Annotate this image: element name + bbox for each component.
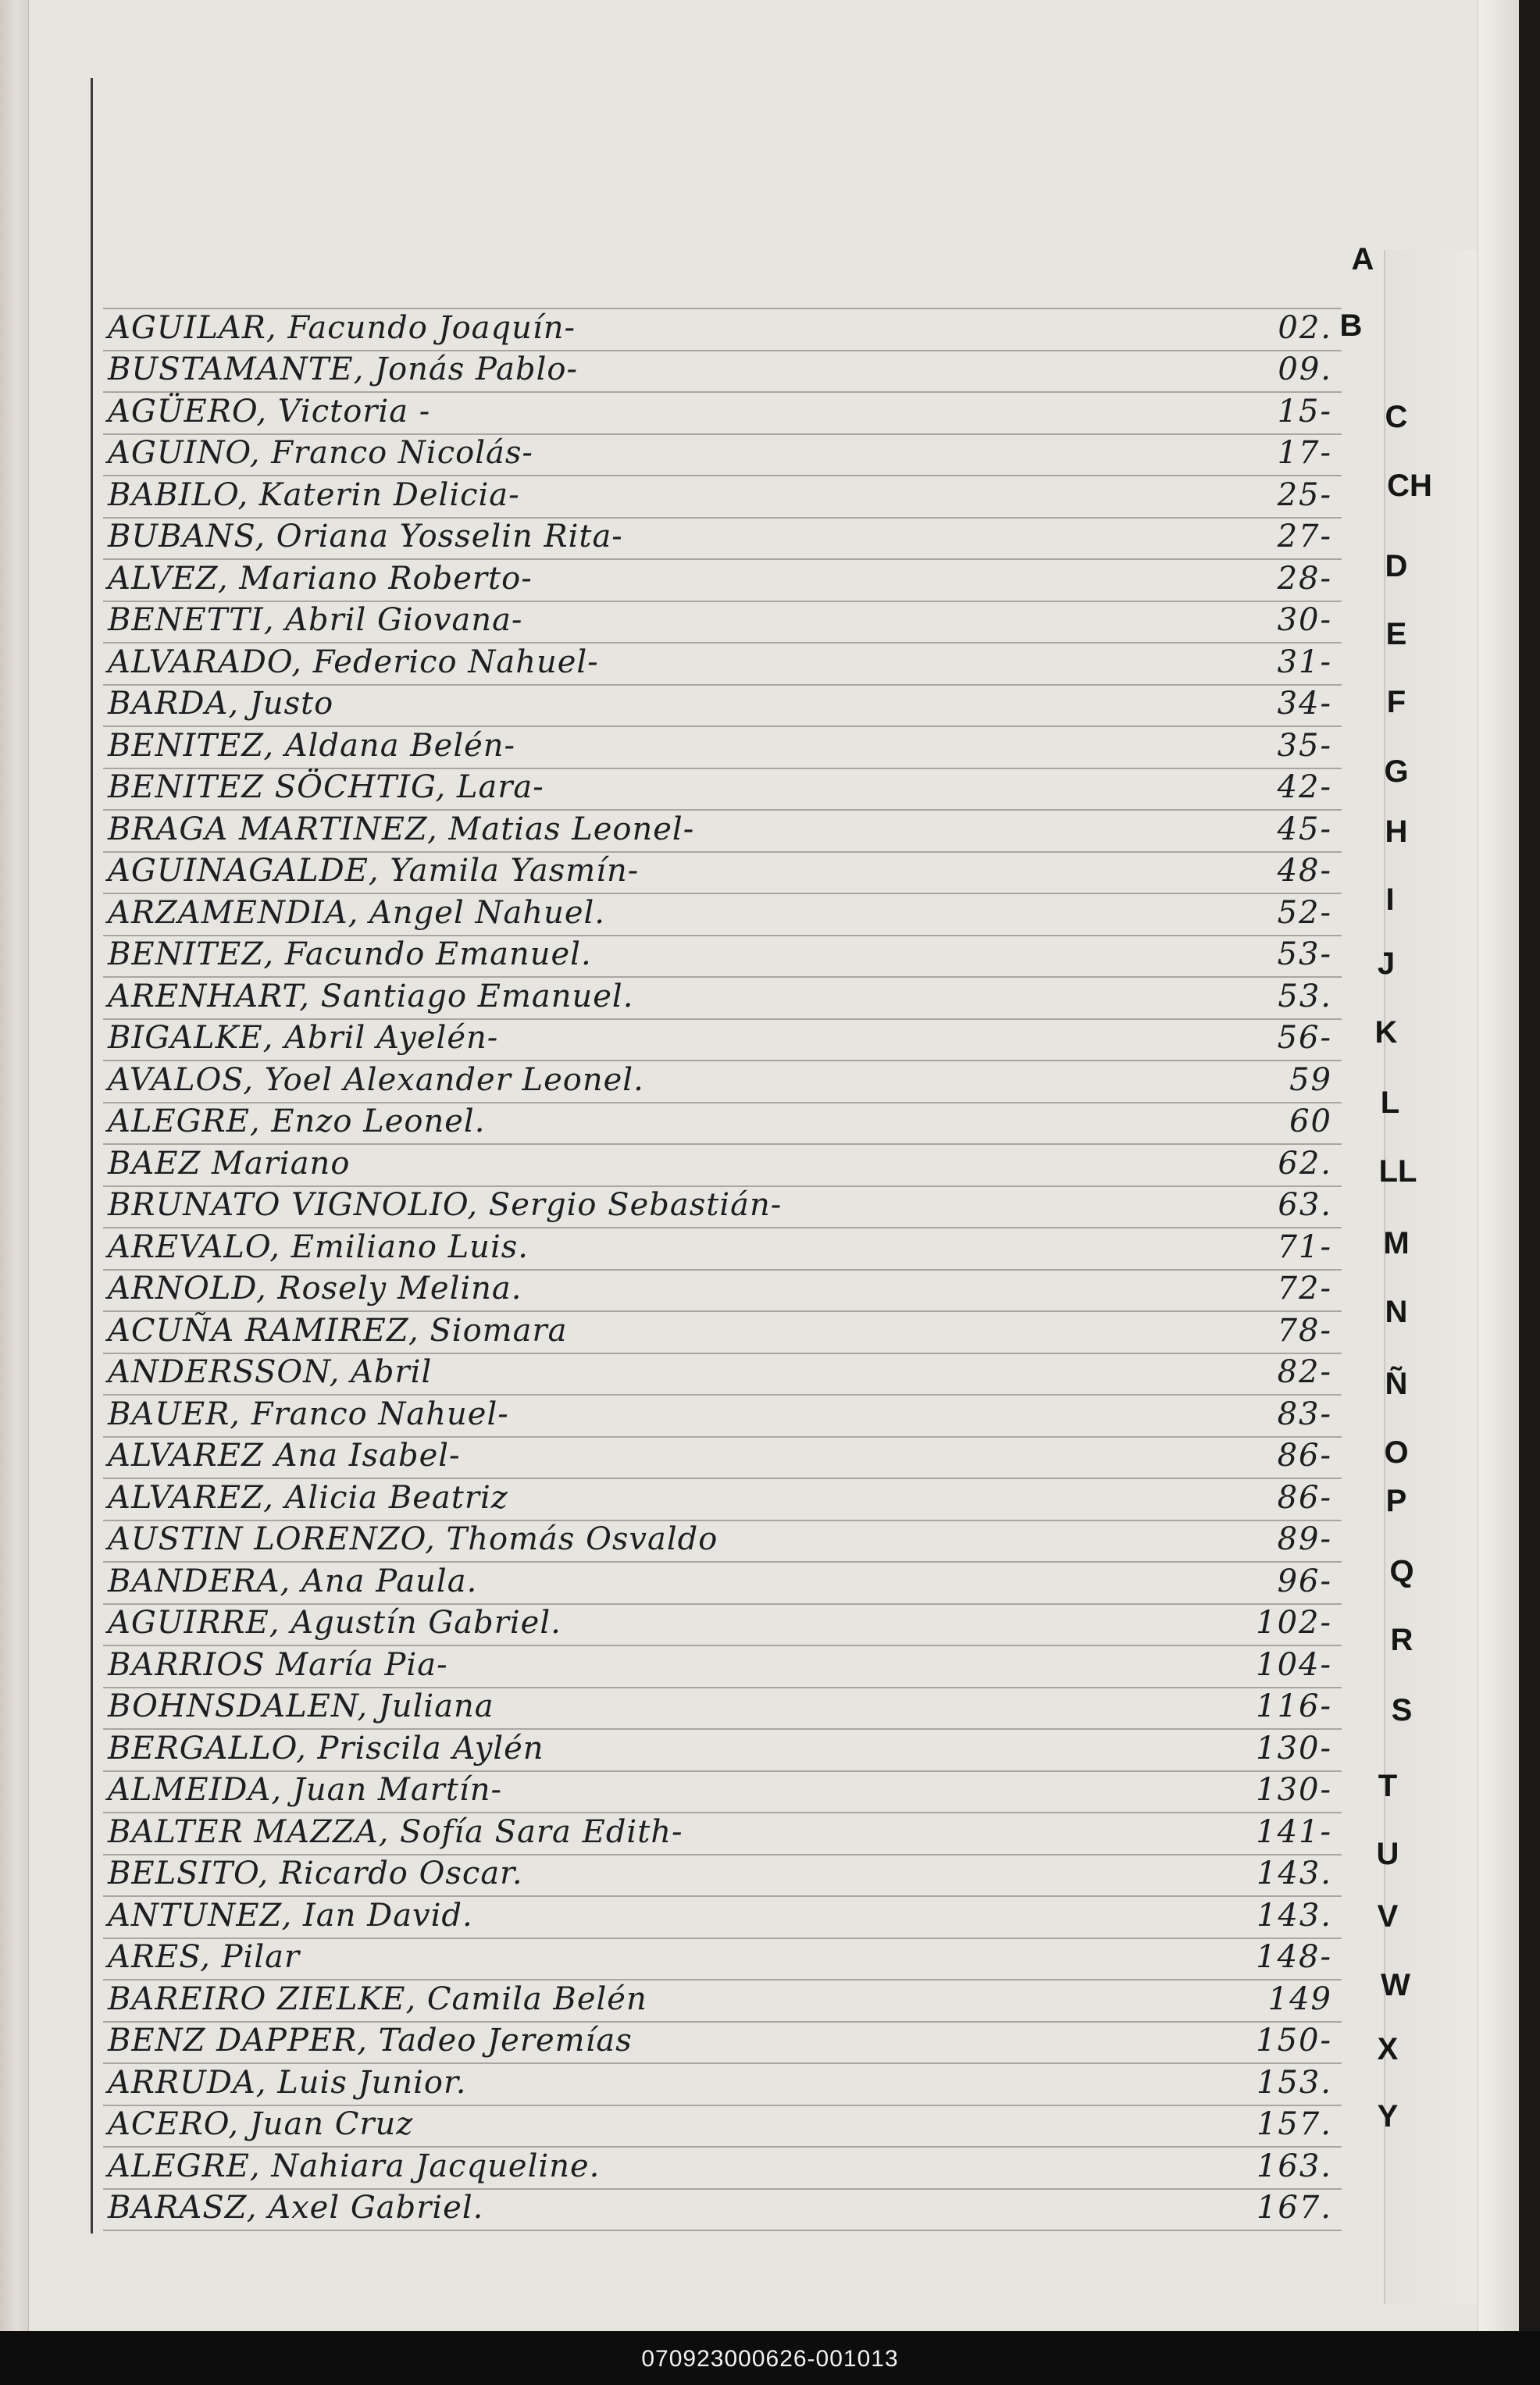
entry-row (103, 391, 1342, 433)
entry-number: 63. (1278, 1187, 1332, 1223)
entry-row (103, 1102, 1342, 1144)
entry-name: ALVEZ, Mariano Roberto- (108, 560, 533, 597)
index-tab-ñ: Ñ (1385, 1367, 1408, 1401)
entry-number: 31- (1277, 643, 1332, 680)
entry-row (103, 308, 1342, 350)
entry-row (103, 1812, 1342, 1854)
entry-row (103, 1687, 1342, 1729)
entry-number: 130- (1256, 1772, 1332, 1808)
entry-name: BAEZ Mariano (108, 1145, 351, 1182)
entry-row (103, 558, 1342, 601)
entry-name: BAREIRO ZIELKE, Camila Belén (108, 1980, 647, 2017)
entry-name: BELSITO, Ricardo Oscar. (108, 1856, 523, 1891)
entry-name: BENZ DAPPER, Tadeo Jeremías (108, 2023, 633, 2059)
index-tab-p: P (1385, 1484, 1407, 1518)
entry-number: 141- (1256, 1813, 1332, 1850)
entry-name: BOHNSDALEN, Juliana (108, 1688, 494, 1724)
entry-number: 153. (1256, 2064, 1332, 2101)
index-tab-t: T (1378, 1769, 1398, 1803)
entry-number: 15- (1277, 393, 1332, 430)
entry-name: ALMEIDA, Juan Martín- (108, 1772, 502, 1808)
previous-page-edge (0, 0, 29, 2331)
entry-row (103, 976, 1342, 1018)
entry-row (103, 1979, 1342, 2021)
entry-name: ALVAREZ, Alicia Beatriz (108, 1479, 508, 1516)
margin-rule (91, 78, 93, 2233)
entry-row (103, 1854, 1342, 1896)
entry-name: BENITEZ SÖCHTIG, Lara- (108, 769, 544, 805)
entry-number: 02. (1278, 309, 1332, 346)
index-tab-b: B (1339, 308, 1363, 343)
entry-row (103, 1185, 1342, 1228)
entry-number: 42- (1277, 769, 1332, 805)
entry-row (103, 2146, 1342, 2188)
index-tab-x: X (1377, 2032, 1399, 2066)
entry-row (103, 1478, 1342, 1520)
entry-row (103, 935, 1342, 977)
entry-name: ACERO, Juan Cruz (108, 2106, 414, 2142)
entry-row (103, 768, 1342, 810)
entry-row (103, 433, 1342, 476)
entry-number: 28- (1277, 560, 1332, 597)
index-tab-ll: LL (1378, 1154, 1417, 1189)
entry-name: BUSTAMANTE, Jonás Pablo- (108, 351, 578, 387)
entry-name: BARDA, Justo (108, 686, 334, 722)
entry-number: 35- (1277, 727, 1332, 764)
page-stack-edge (1478, 0, 1519, 2331)
entry-number: 30- (1277, 602, 1332, 638)
entry-name: BIGALKE, Abril Ayelén- (108, 1020, 499, 1056)
entry-number: 149 (1267, 1980, 1332, 2017)
index-tab-l: L (1380, 1086, 1400, 1120)
index-tab-m: M (1383, 1226, 1410, 1260)
entry-number: 59 (1289, 1061, 1332, 1098)
entry-row (103, 475, 1342, 517)
index-tab-y: Y (1377, 2099, 1399, 2134)
entry-row (103, 1895, 1342, 1938)
entry-row (103, 1018, 1342, 1061)
index-tab-ch: CH (1387, 469, 1432, 503)
entry-name: BUBANS, Oriana Yosselin Rita- (108, 519, 623, 554)
entry-name: AGUINO, Franco Nicolás- (108, 435, 533, 471)
entry-row (103, 1353, 1342, 1395)
entry-number: 86- (1277, 1438, 1332, 1474)
entry-number: 78- (1277, 1312, 1332, 1349)
entry-name: BRAGA MARTINEZ, Matias Leonel- (108, 811, 695, 847)
index-tab-o: O (1384, 1435, 1409, 1470)
entry-row (103, 1645, 1342, 1687)
entry-name: AGUIRRE, Agustín Gabriel. (108, 1605, 561, 1641)
entry-row (103, 350, 1342, 392)
entry-name: AGUILAR, Facundo Joaquín- (108, 309, 576, 346)
entry-number: 143. (1256, 1897, 1332, 1934)
entry-number: 82- (1277, 1354, 1332, 1390)
entry-name: ARNOLD, Rosely Melina. (108, 1271, 522, 1307)
entry-row (103, 601, 1342, 643)
entry-name: BANDERA, Ana Paula. (108, 1563, 478, 1599)
entry-number: 83- (1277, 1396, 1332, 1432)
entry-number: 53- (1277, 936, 1332, 972)
index-tab-h: H (1385, 815, 1408, 849)
index-tab-c: C (1385, 400, 1408, 434)
entry-name: BENITEZ, Aldana Belén- (108, 727, 516, 764)
entry-row (103, 2021, 1342, 2063)
index-tab-j: J (1377, 947, 1396, 981)
entry-number: 86- (1277, 1479, 1332, 1516)
entry-name: ARRUDA, Luis Junior. (108, 2064, 467, 2101)
entry-row (103, 1520, 1342, 1562)
entry-number: 62. (1278, 1145, 1332, 1182)
entry-number: 45- (1277, 811, 1332, 847)
entry-name: BERGALLO, Priscila Aylén (108, 1730, 544, 1766)
entry-row (103, 1436, 1342, 1478)
entry-name: BALTER MAZZA, Sofía Sara Edith- (108, 1813, 683, 1850)
entry-row (103, 1394, 1342, 1436)
entry-row (103, 642, 1342, 684)
entry-name: ACUÑA RAMIREZ, Siomara (108, 1312, 568, 1349)
entry-row (103, 893, 1342, 935)
entry-row (103, 1938, 1342, 1980)
entry-name: ALEGRE, Nahiara Jacqueline. (108, 2148, 601, 2184)
entry-name: AUSTIN LORENZO, Thomás Osvaldo (108, 1521, 718, 1557)
entry-name: BRUNATO VIGNOLIO, Sergio Sebastián- (108, 1187, 782, 1223)
entry-number: 130- (1256, 1730, 1332, 1766)
index-tab-d: D (1385, 549, 1408, 583)
index-tab-u: U (1376, 1837, 1399, 1871)
entry-number: 116- (1256, 1688, 1332, 1724)
entry-number: 27- (1277, 519, 1332, 554)
entry-row (103, 1269, 1342, 1311)
index-tab-a: A (1351, 242, 1374, 276)
entry-name: BABILO, Katerin Delicia- (108, 476, 520, 513)
entry-row (103, 2062, 1342, 2105)
entry-number: 167. (1256, 2190, 1332, 2226)
entry-name: AREVALO, Emiliano Luis. (108, 1228, 529, 1265)
entry-name: ALVAREZ Ana Isabel- (108, 1438, 461, 1474)
index-tab-k: K (1374, 1015, 1398, 1050)
entry-name: AGÜERO, Victoria - (108, 393, 431, 430)
entry-row (103, 809, 1342, 851)
entry-row (103, 1060, 1342, 1102)
footer-bar (0, 2331, 1540, 2385)
entry-row (103, 684, 1342, 726)
index-tab-r: R (1390, 1623, 1413, 1657)
entry-row (103, 725, 1342, 768)
entry-number: 143. (1256, 1856, 1332, 1891)
entry-list (103, 308, 1342, 2230)
entry-number: 52- (1277, 894, 1332, 931)
entry-row (103, 1227, 1342, 1269)
index-tab-q: Q (1389, 1554, 1414, 1588)
entry-number: 25- (1277, 476, 1332, 513)
entry-name: BENETTI, Abril Giovana- (108, 602, 523, 638)
entry-row (103, 1143, 1342, 1185)
entry-name: AVALOS, Yoel Alexander Leonel. (108, 1061, 644, 1098)
index-tab-v: V (1377, 1899, 1399, 1934)
entry-number: 72- (1277, 1271, 1332, 1307)
entry-row (103, 851, 1342, 893)
entry-name: ANDERSSON, Abril (108, 1354, 433, 1390)
entry-number: 89- (1277, 1521, 1332, 1557)
index-tab-f: F (1386, 685, 1406, 719)
entry-row (103, 1603, 1342, 1645)
entry-name: BARASZ, Axel Gabriel. (108, 2190, 484, 2226)
entry-number: 148- (1256, 1939, 1332, 1975)
entry-number: 104- (1256, 1646, 1332, 1683)
entry-number: 60 (1289, 1103, 1332, 1139)
entry-number: 150- (1256, 2023, 1332, 2059)
entry-number: 157. (1256, 2106, 1332, 2142)
entry-row (103, 1728, 1342, 1770)
entry-row (103, 1770, 1342, 1813)
entry-name: ARENHART, Santiago Emanuel. (108, 978, 634, 1014)
entry-number: 53. (1278, 978, 1332, 1014)
entry-number: 71- (1277, 1228, 1332, 1265)
index-tab-s: S (1391, 1693, 1413, 1727)
entry-row (103, 517, 1342, 559)
index-tab-e: E (1385, 617, 1407, 651)
document-id: 070923000626-001013 (641, 2346, 899, 2372)
entry-name: ANTUNEZ, Ian David. (108, 1897, 473, 1934)
index-tab-g: G (1384, 754, 1409, 789)
entry-number: 163. (1256, 2148, 1332, 2184)
entry-name: ARES, Pilar (108, 1939, 301, 1975)
entry-name: BARRIOS María Pia- (108, 1646, 448, 1683)
index-tab-i: I (1385, 882, 1395, 917)
entry-number: 17- (1277, 435, 1332, 471)
entry-number: 09. (1278, 351, 1332, 387)
entry-number: 102- (1256, 1605, 1332, 1641)
entry-name: ALVARADO, Federico Nahuel- (108, 643, 599, 680)
entry-name: BAUER, Franco Nahuel- (108, 1396, 509, 1432)
index-tab-w: W (1381, 1968, 1410, 2002)
ruled-line (103, 2230, 1342, 2231)
entry-number: 56- (1277, 1020, 1332, 1056)
entry-row (103, 2188, 1342, 2230)
entry-row (103, 1561, 1342, 1603)
entry-row (103, 1310, 1342, 1353)
entry-name: ALEGRE, Enzo Leonel. (108, 1103, 486, 1139)
index-tab-n: N (1385, 1295, 1408, 1329)
entry-name: AGUINAGALDE, Yamila Yasmín- (108, 853, 640, 889)
entry-name: BENITEZ, Facundo Emanuel. (108, 936, 592, 972)
entry-number: 34- (1277, 686, 1332, 722)
entry-name: ARZAMENDIA, Angel Nahuel. (108, 894, 606, 931)
entry-number: 48- (1277, 853, 1332, 889)
entry-number: 96- (1277, 1563, 1332, 1599)
entry-row (103, 2105, 1342, 2147)
